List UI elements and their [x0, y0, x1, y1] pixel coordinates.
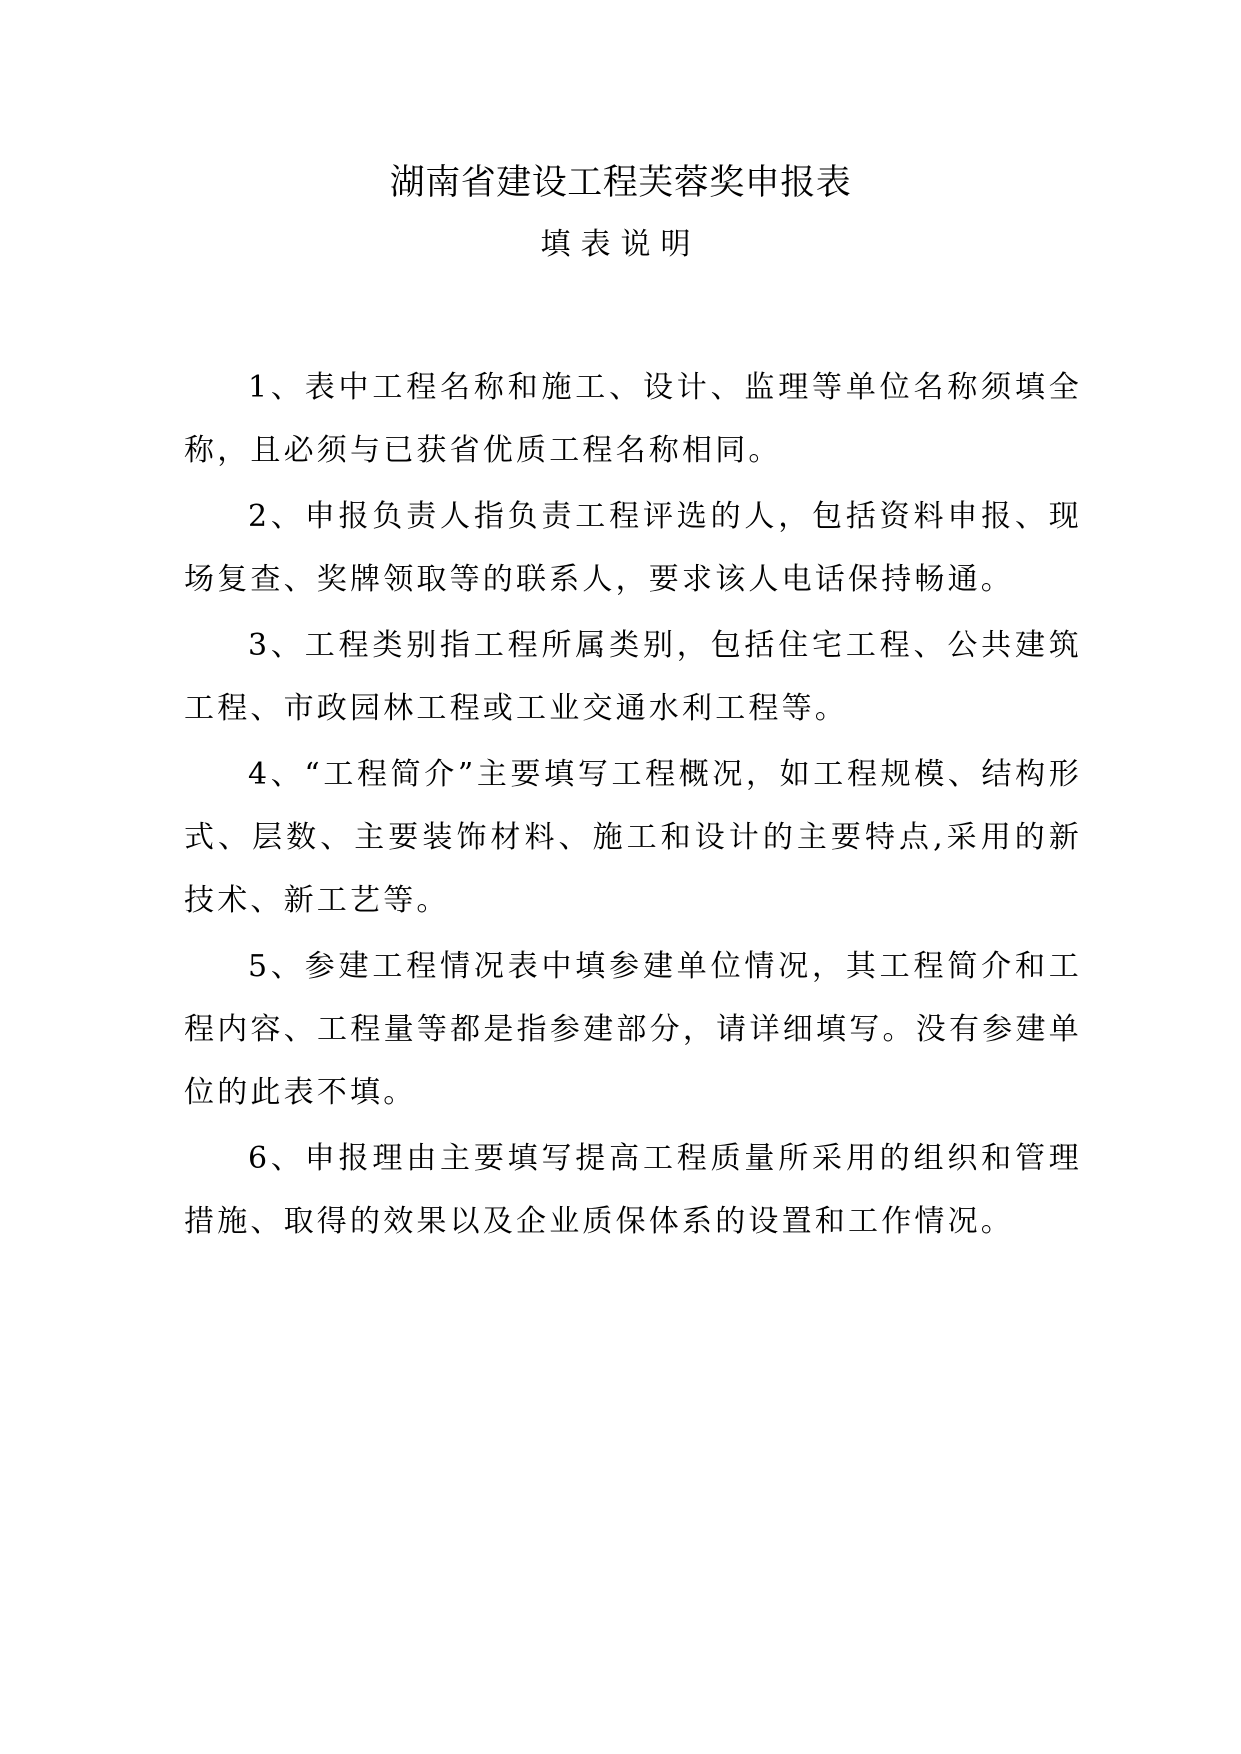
- instruction-paragraph-6: 6、申报理由主要填写提高工程质量所采用的组织和管理措施、取得的效果以及企业质保体系的设置和工作情况。: [184, 1141, 1082, 1239]
- instruction-paragraph-2: 2、申报负责人指负责工程评选的人，包括资料申报、现场复查、奖牌领取等的联系人，要求该人电话保持畅通。: [184, 499, 1082, 597]
- instruction-paragraph-5: 5、参建工程情况表中填参建单位情况，其工程简介和工程内容、工程量等都是指参建部分，请详细填写。没有参建单位的此表不填。: [184, 949, 1082, 1110]
- instruction-paragraph-1: 1、表中工程名称和施工、设计、监理等单位名称须填全称，且必须与已获省优质工程名称相同。: [184, 370, 1082, 468]
- document-title: 湖南省建设工程芙蓉奖申报表: [389, 163, 852, 203]
- document-subtitle: 填表说明: [540, 227, 701, 262]
- instruction-paragraph-3: 3、工程类别指工程所属类别，包括住宅工程、公共建筑工程、市政园林工程或工业交通水利工程等。: [184, 628, 1082, 726]
- instructions-body: [184, 356, 1082, 1256]
- instruction-paragraph-4: 4、“工程简介”主要填写工程概况，如工程规模、结构形式、层数、主要装饰材料、施工和设计的主要特点,采用的新技术、新工艺等。: [184, 757, 1082, 918]
